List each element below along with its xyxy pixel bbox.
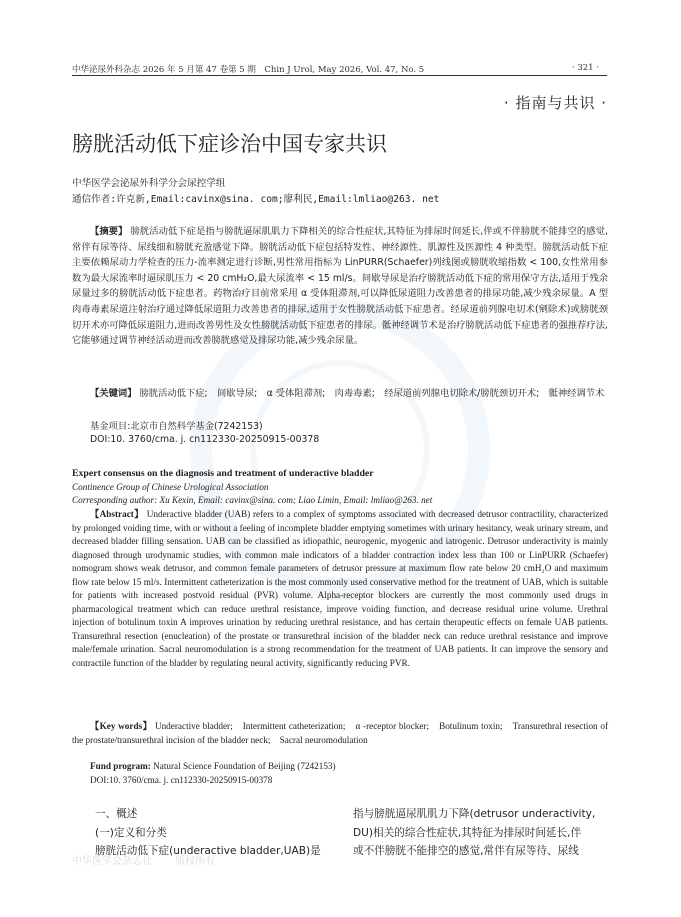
- en-abstract-text: Underactive bladder (UAB) refers to a complex of symptoms associated with decreased detrusor contractility, characterized by prolonged voiding time, with or without a feeling of incomplete bladder emptying sometimes with urinary hesitancy, weak urinary stream, and decreased bladder filling sensation. UAB can be classified as idiopathic, neurogenic, myogenic and iatrogenic. Detrusor underactivity is mainly diagnosed through urodynamic studies, with common male indicators of a bladder contraction index less than 100 or LinPURR (Schaefer) nomogram shows weak detrusor, and common female parameters of detrusor pressure at maximum flow rate below 20 cmH₂O and maximum flow rate below 15 ml/s. Intermittent catheterization is the most commonly used conservative method for the treatment of UAB, which is suitable for patients with increased postvoid residual (PVR) volume. Alpha-receptor blockers are currently the most commonly used drugs in pharmacological treatment which can reduce urethral resistance, improve voiding function, and decrease residual urine volume. Urethral injection of botulinum toxin A improves urination by reducing urethral resistance, and has certain therapeutic effects on female UAB patients. Transurethral resection (enucleation) of the prostate or transurethral incision of the bladder neck can reduce urethral resistance and improve male/female urination. Sacral neuromodulation is a strong recommendation for the treatment of UAB patients. It can improve the sensory and contractile function of the bladder by regulating neural activity, significantly reducing PVR.: [72, 509, 608, 669]
- en-fund-label: Fund program:: [90, 761, 151, 771]
- section-heading: 一、概述: [95, 808, 138, 820]
- body-right-column: [353, 805, 611, 861]
- publisher-logo: [72, 852, 215, 867]
- header-divider: [72, 75, 607, 76]
- en-group: Continence Group of Chinese Urological Association: [72, 482, 269, 492]
- en-fund-text: Natural Science Foundation of Beijing (7242153): [153, 761, 336, 771]
- en-abstract: [72, 508, 608, 671]
- body-line: DU)相关的综合性症状,其特征为排尿时间延长,伴: [353, 826, 582, 839]
- cn-keywords-text: 膀胱活动低下症; 间歇导尿; α 受体阻滞剂; 肉毒毒素; 经尿道前列腺电切除术/膀胱颈切开术; 骶神经调节术: [139, 388, 605, 399]
- section-tag: · 指南与共识 ·: [503, 94, 607, 112]
- en-fund: [90, 761, 336, 771]
- author-group: 中华医学会泌尿外科学分会尿控学组: [72, 178, 226, 189]
- cn-abstract-text: 膀胱活动低下症是指与膀胱逼尿肌肌力下降相关的综合性症状,其特征为排尿时间延长,伴或不伴膀胱不能排空的感觉,常伴有尿等待、尿线细和膀胱充盈感觉下降。膀胱活动低下症包括特发性、神经源性、肌源性及医源性 4 种类型。膀胱活动低下症主要依赖尿动力学检查的压力-流率测定进行诊断,男性常用指标为 LinPURR(Schaefer)列线图或膀胱收缩指数 < 100,女性常用参数为最大尿流率时逼尿肌压力 < 20 cmH₂O,最大尿流率 < 15 ml/s。间歇导尿是治疗膀胱活动低下症的常用保守方法,适用于残余尿量过多的膀胱活动低下症患者。药物治疗目前常采用 α 受体阻滞剂,可以降低尿道阻力改善患者的排尿功能,减少残余尿量。A 型肉毒毒素尿道注射治疗通过降低尿道阻力改善患者的排尿,适用于女性膀胱活动低下症患者。经尿道前列腺电切术(剜除术)或膀胱颈切开术亦可降低尿道阻力,进而改善男性及女性膀胱活动低下症患者的排尿。骶神经调节术是治疗膀胱活动低下症患者的强推荐疗法,它能够通过调节神经活动进而改善膀胱感觉及排尿功能,减少残余尿量。: [72, 226, 608, 347]
- cn-doi: DOI:10. 3760/cma. j. cn112330-20250915-00378: [90, 434, 320, 445]
- en-abstract-label: 【Abstract】: [90, 509, 144, 519]
- en-keywords-label: 【Key words】: [90, 721, 153, 731]
- cn-keywords: [90, 386, 608, 402]
- cn-abstract-label: 【摘要】: [90, 226, 128, 237]
- body-line: 或不伴膀胱不能排空的感觉,常伴有尿等待、尿线: [353, 845, 579, 857]
- body-paragraph-start: 膀胱活动低下症(underactive bladder,UAB)是: [95, 845, 321, 857]
- journal-header: 中华泌尿外科杂志 2026 年 5 月第 47 卷第 5 期 Chin J Urol, May 2026, Vol. 47, No. 5: [72, 65, 425, 75]
- subsection-heading: (一)定义和分类: [95, 826, 167, 839]
- en-keywords: [72, 720, 608, 747]
- article-title: 膀胱活动低下症诊治中国专家共识: [72, 132, 387, 156]
- en-doi: DOI:10. 3760/cma. j. cn112330-20250915-00378: [90, 775, 273, 785]
- publisher-logo-right: 版权所有: [175, 856, 216, 867]
- page-number: · 321 ·: [571, 63, 599, 73]
- cn-keywords-label: 【关键词】: [90, 388, 137, 399]
- cn-abstract: [72, 224, 608, 349]
- en-corresponding: Corresponding author: Xu Kexin, Email: cavinx@sina. com; Liao Limin, Email: lmliao@263. net: [72, 495, 433, 505]
- body-line: 指与膀胱逼尿肌肌力下降(detrusor underactivity,: [353, 808, 596, 820]
- en-title: Expert consensus on the diagnosis and treatment of underactive bladder: [72, 468, 374, 479]
- en-keywords-text: Underactive bladder; Intermittent catheterization; α -receptor blocker; Botulinum toxin; Transurethral resection of the prostate/transurethral incision of the bladder neck; Sacral neuromodulation: [72, 721, 609, 745]
- cn-fund: 基金项目:北京市自然科学基金(7242153): [90, 421, 263, 432]
- corresponding-author: 通信作者:许克新,Email:cavinx@sina. com;廖利民,Email:lmliao@263. net: [72, 194, 440, 205]
- publisher-logo-left: 中华医学会杂志社: [72, 856, 152, 867]
